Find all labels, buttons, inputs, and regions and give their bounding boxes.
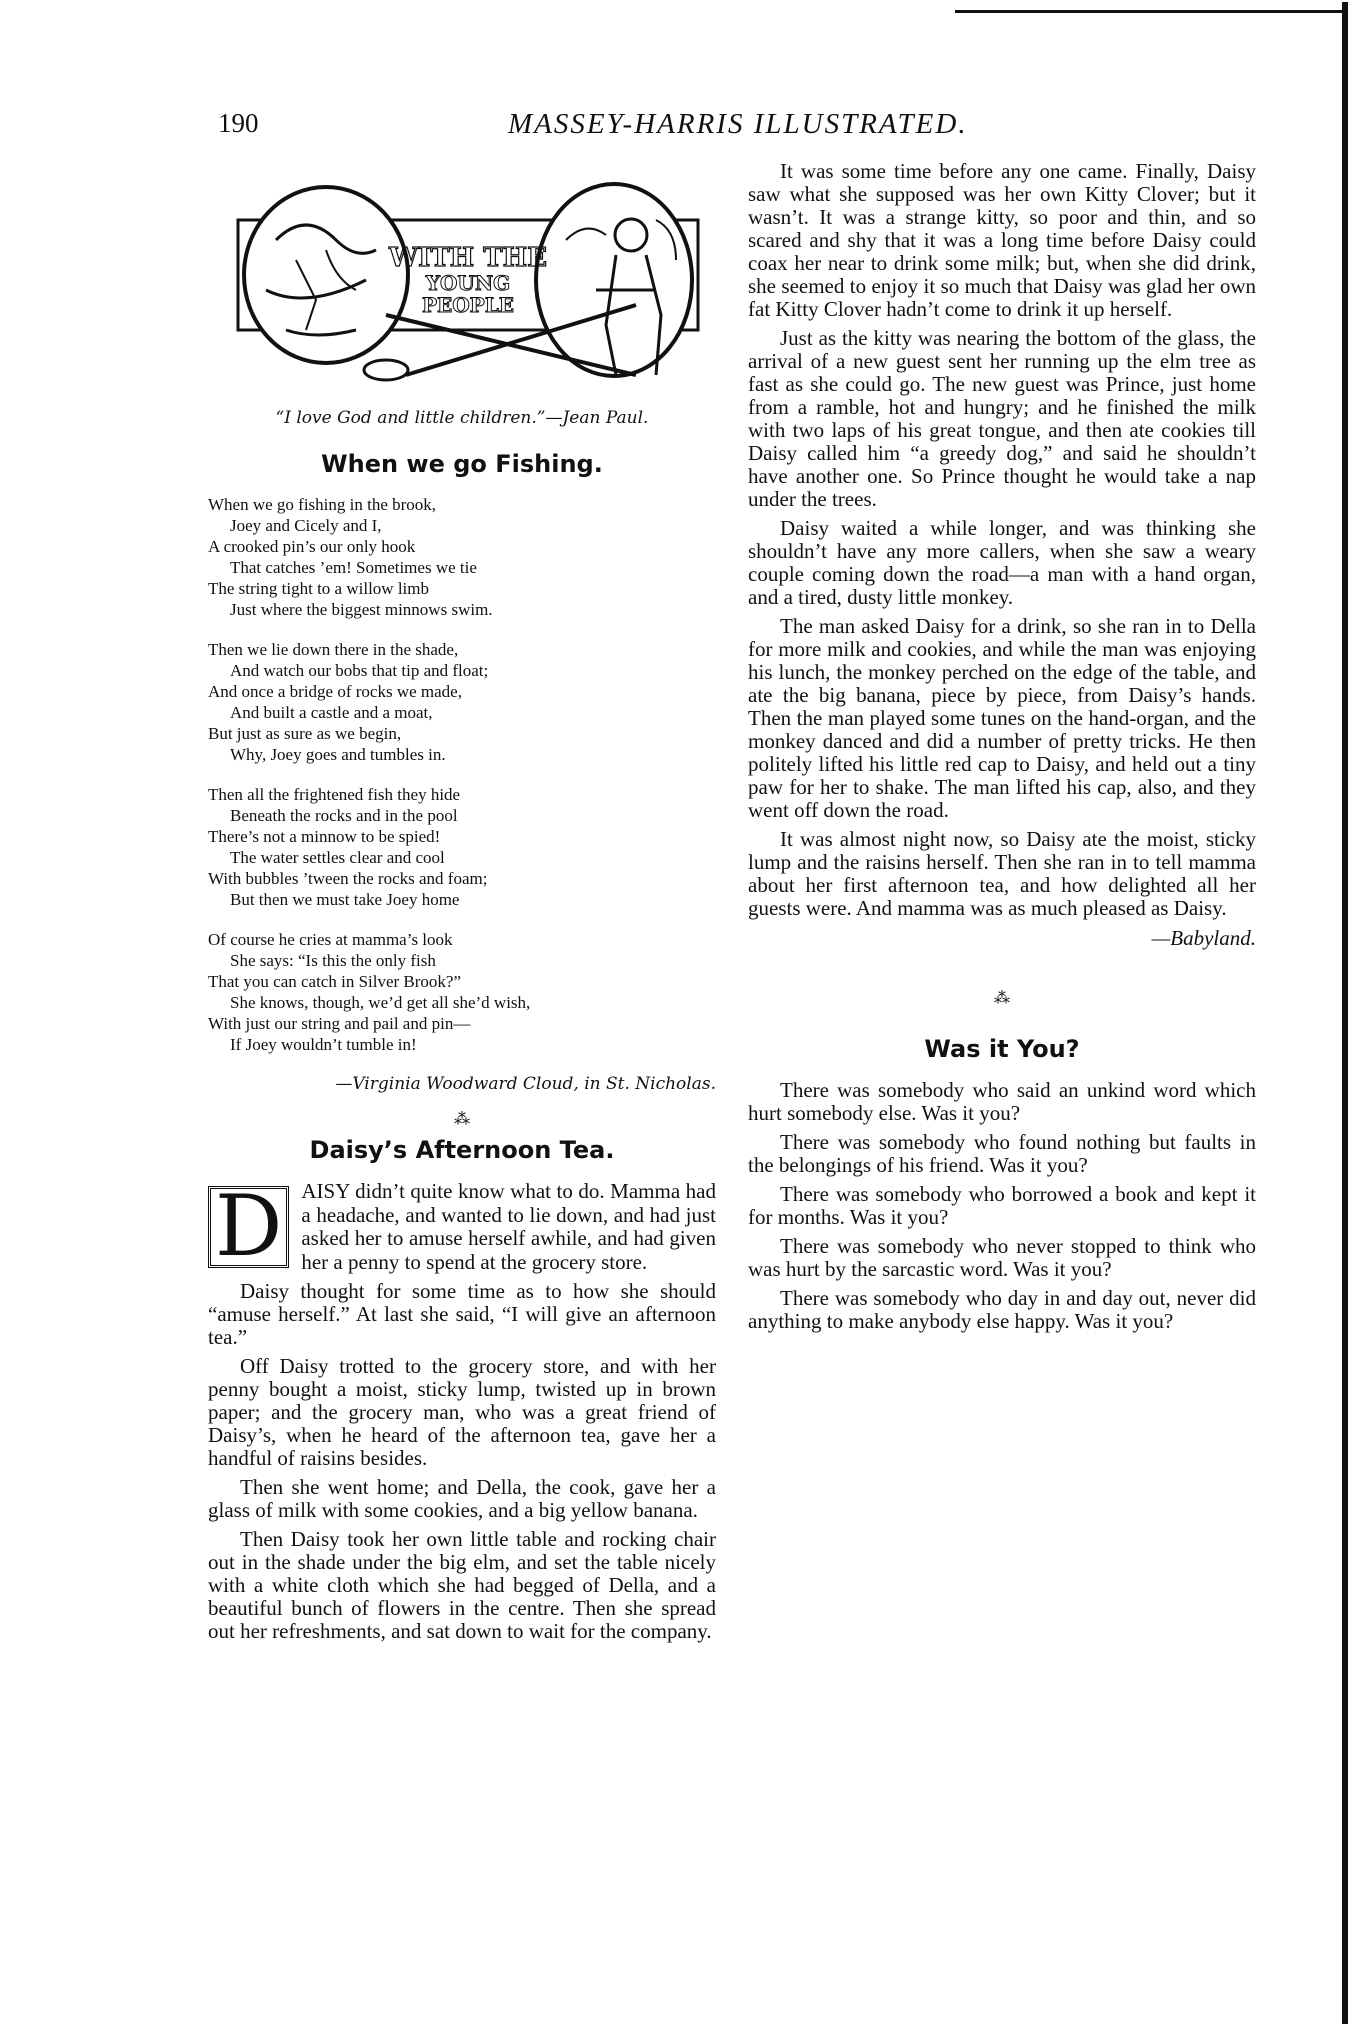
story-paragraph: Just as the kitty was nearing the bottom of the glass, the arrival of a new guest sent her running up the elm tree as fast as she could go. The new guest was Prince, just home from a ramble, hot and hungry; and he finished the milk with two laps of his great tongue, and then ate cookies till Daisy called him “a greedy dog,” and said he shouldn’t have another one. So Prince thought he would take a nap under the trees. — [748, 326, 1256, 511]
story-title: Daisy’s Afternoon Tea. — [309, 1136, 615, 1164]
poem-line: She knows, though, we’d get all she’d wish, — [230, 993, 531, 1012]
was-it-you-paragraph: There was somebody who found nothing but faults in the belongings of his friend. Was it you? — [748, 1130, 1256, 1177]
banner-line-1: WITH THE — [388, 243, 548, 273]
journal-title: MASSEY-HARRIS ILLUSTRATED. — [508, 108, 968, 140]
poem-line: And built a castle and a moat, — [230, 703, 433, 722]
poem-stanza — [208, 494, 716, 620]
poem-attribution: —Virginia Woodward Cloud, in St. Nicholas. — [335, 1074, 716, 1094]
poem-line: But then we must take Joey home — [230, 890, 460, 909]
poem-line: There’s not a minnow to be spied! — [208, 827, 441, 846]
poem-line: A crooked pin’s our only hook — [208, 537, 416, 556]
banner-line-3: PEOPLE — [421, 293, 515, 317]
story-right-text — [748, 160, 1256, 920]
separator-asterism: ⁂ — [454, 1109, 470, 1128]
story-left-text — [208, 1177, 716, 1643]
story-paragraph: Then she went home; and Della, the cook, gave her a glass of milk with some cookies, and a big yellow banana. — [208, 1475, 716, 1522]
poem-line: The water settles clear and cool — [230, 848, 445, 867]
page-edge-top — [955, 10, 1348, 13]
poem-line: And once a bridge of rocks we made, — [208, 682, 462, 701]
motto: “I love God and little children.”—Jean Paul. — [275, 408, 649, 428]
poem-line: Then we lie down there in the shade, — [208, 640, 459, 659]
story-paragraph: Daisy thought for some time as to how she should “amuse herself.” At last she said, “I will give an afternoon tea.” — [208, 1279, 716, 1349]
poem-line: With just our string and pail and pin— — [208, 1014, 471, 1033]
drop-cap: D — [208, 1186, 289, 1268]
poem-line: Beneath the rocks and in the pool — [230, 806, 458, 825]
page-edge-right — [1342, 2, 1348, 2024]
story-first-paragraph — [208, 1177, 716, 1275]
story-paragraph: It was some time before any one came. Finally, Daisy saw what she supposed was her own Kitty Clover; but it wasn’t. It was a strange kitty, so poor and thin, and so scared and shy that it was a long time before Daisy could coax her near to drink some milk; but, when she did drink, she seemed to enjoy it so much that Daisy was glad her own fat Kitty Clover hadn’t come to drink it up herself. — [748, 159, 1256, 321]
poem-line: That catches ’em! Sometimes we tie — [230, 558, 477, 577]
was-it-you-paragraph: There was somebody who said an unkind word which hurt somebody else. Was it you? — [748, 1078, 1256, 1125]
was-it-you-paragraph: There was somebody who borrowed a book and kept it for months. Was it you? — [748, 1182, 1256, 1229]
story-paragraph: Daisy waited a while longer, and was thinking she shouldn’t have any more callers, when she saw a weary couple coming down the road—a man with a hand organ, and a tired, dusty little monkey. — [748, 516, 1256, 609]
poem-line: Just where the biggest minnows swim. — [230, 600, 493, 619]
poem-line: If Joey wouldn’t tumble in! — [230, 1035, 417, 1054]
story-paragraph: Off Daisy trotted to the grocery store, and with her penny bought a moist, sticky lump, twisted up in brown paper; and the grocery man, who was a great friend of Daisy’s, when he heard of the afternoon tea, gave her a handful of raisins besides. — [208, 1354, 716, 1470]
poem-line: That you can catch in Silver Brook?” — [208, 972, 462, 991]
story-paragraph: Then Daisy took her own little table and rocking chair out in the shade under the big elm, and set the table nicely with a white cloth which she had begged of Della, and a beautiful bunch of flowers in the centre. Then she spread out her refreshments, and sat down to wait for the company. — [208, 1527, 716, 1643]
poem-line: The string tight to a willow limb — [208, 579, 429, 598]
poem-body — [208, 494, 716, 1055]
poem-line: But just as sure as we begin, — [208, 724, 402, 743]
story-paragraph: It was almost night now, so Daisy ate the moist, sticky lump and the raisins herself. Then she ran in to tell mamma about her first afternoon tea, and how delighted all her guests were. And mamma was as much pleased as Daisy. — [748, 827, 1256, 920]
poem-title: When we go Fishing. — [321, 450, 603, 478]
was-it-you-text — [748, 1079, 1256, 1333]
was-it-you-paragraph: There was somebody who day in and day out, never did anything to make anybody else happy. Was it you? — [748, 1286, 1256, 1333]
poem-line: Then all the frightened fish they hide — [208, 785, 461, 804]
separator-asterism-2: ⁂ — [994, 988, 1010, 1007]
poem-line: And watch our bobs that tip and float; — [230, 661, 489, 680]
story-paragraph: The man asked Daisy for a drink, so she ran in to Della for more milk and cookies, and while the man was enjoying his lunch, the monkey perched on the edge of the table, and ate the big banana, piece by piece, from Daisy’s hands. Then the man played some tunes on the hand-organ, and the monkey danced and did a number of pretty tricks. He then politely lifted his little red cap to Daisy, and held out a tiny paw for her to shake. The man lifted his cap, also, and they went off down the road. — [748, 614, 1256, 822]
poem-line: She says: “Is this the only fish — [230, 951, 436, 970]
poem-line: When we go fishing in the brook, — [208, 495, 437, 514]
poem-line: With bubbles ’tween the rocks and foam; — [208, 869, 488, 888]
was-it-you-paragraph: There was somebody who never stopped to think who was hurt by the sarcastic word. Was it you? — [748, 1234, 1256, 1281]
was-it-you-title: Was it You? — [924, 1035, 1080, 1063]
poem-line: Of course he cries at mamma’s look — [208, 930, 453, 949]
poem-stanza — [208, 929, 716, 1055]
story-attribution: —Babyland. — [1151, 926, 1256, 950]
page-number: 190 — [218, 108, 259, 138]
headpiece-illustration — [236, 180, 700, 398]
poem-line: Why, Joey goes and tumbles in. — [230, 745, 446, 764]
first-paragraph-text: AISY didn’t quite know what to do. Mamma had a headache, and wanted to lie down, and had just asked her to amuse herself awhile, and had given her a penny to spend at the grocery store. — [301, 1179, 716, 1274]
running-head — [0, 108, 1280, 148]
banner-line-2: YOUNG — [425, 271, 511, 295]
left-column — [208, 160, 716, 1649]
poem-stanza — [208, 784, 716, 910]
poem-stanza — [208, 639, 716, 765]
right-column — [748, 160, 1256, 1339]
poem-line: Joey and Cicely and I, — [230, 516, 382, 535]
